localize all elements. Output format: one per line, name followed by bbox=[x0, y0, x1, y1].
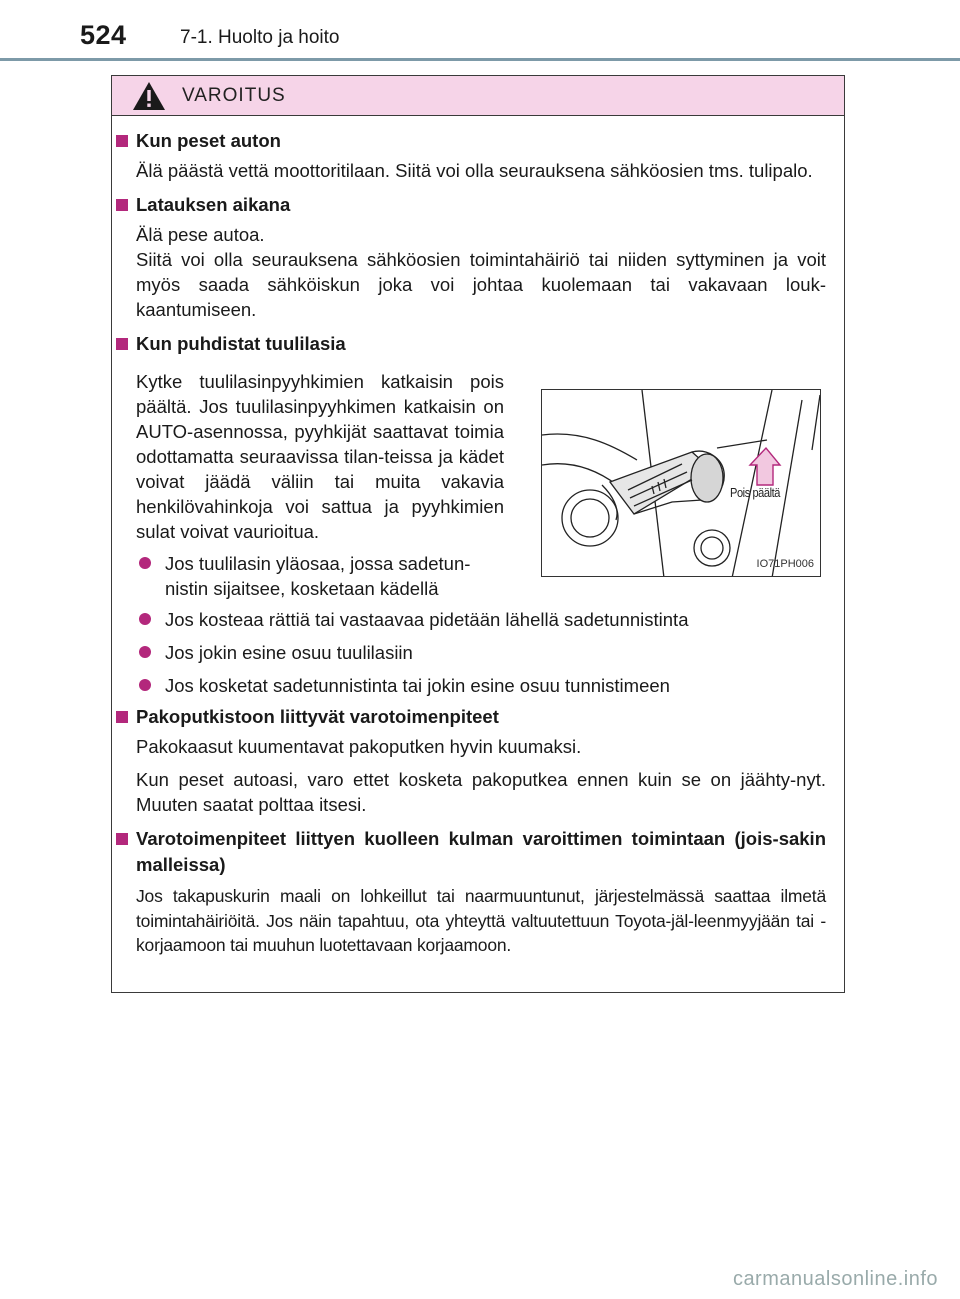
section-heading: Latauksen aikana bbox=[112, 192, 844, 218]
section-heading: Kun peset auton bbox=[112, 128, 844, 154]
warning-triangle-icon bbox=[132, 81, 166, 111]
round-bullet-icon bbox=[139, 679, 151, 691]
round-bullet-icon bbox=[139, 646, 151, 658]
list-item: Jos jokin esine osuu tuulilasiin bbox=[112, 640, 844, 665]
wiper-switch-illustration bbox=[541, 389, 821, 577]
section-washing bbox=[112, 128, 844, 183]
section-text: Älä päästä vettä moottoritilaan. Siitä voi olla seurauksena sähköosien tms. tulipalo. bbox=[136, 160, 813, 181]
figure-code: IO71PH006 bbox=[756, 558, 814, 570]
square-bullet-icon bbox=[116, 711, 128, 723]
section-text: Siitä voi olla seurauksena sähköosien toimintahäiriö tai niiden syttyminen ja voit myös saada sähköiskun joka voi johtaa kuolemaan tai vakavaan louk-kaantumiseen. bbox=[136, 249, 826, 320]
section-text: Kytke tuulilasinpyyhkimien katkaisin pois päältä. Jos tuulilasinpyyhkimen katkaisin on AUTO-asennossa, pyyhkijät saattavat toimia odottamatta seuraavissa tilan-teissa ja kädet voivat jäädä väliin tai muita vakavia henkilövahinkoja voi sattua ja pyyhkimien sulat voivat vaurioitua. bbox=[136, 371, 504, 542]
header-divider bbox=[0, 58, 960, 61]
warning-header bbox=[112, 76, 844, 116]
section-heading: Varotoimenpiteet liittyen kuolleen kulman varoittimen toimintaan (jois-sakin malleissa) bbox=[112, 826, 844, 878]
watermark: carmanualsonline.info bbox=[732, 1268, 938, 1290]
section-text-line: Älä pese autoa. bbox=[136, 224, 265, 245]
round-bullet-icon bbox=[139, 557, 151, 569]
square-bullet-icon bbox=[116, 199, 128, 211]
section-text: Kun peset autoasi, varo ettet kosketa pakoputkea ennen kuin se on jäähty-nyt. Muuten saatat polttaa itsesi. bbox=[136, 769, 826, 815]
section-title: 7-1. Huolto ja hoito bbox=[180, 27, 340, 48]
section-text: Pakokaasut kuumentavat pakoputken hyvin kuumaksi. bbox=[136, 736, 582, 757]
page-number: 524 bbox=[80, 20, 127, 50]
section-heading: Kun puhdistat tuulilasia bbox=[112, 331, 844, 357]
section-heading: Pakoputkistoon liittyvät varotoimenpiteet bbox=[112, 704, 844, 730]
list-item: Jos kosketat sadetunnistinta tai jokin esine osuu tunnistimeen bbox=[112, 673, 844, 698]
section-exhaust bbox=[112, 704, 844, 817]
warning-title: VAROITUS bbox=[182, 84, 286, 106]
square-bullet-icon bbox=[116, 833, 128, 845]
round-bullet-icon bbox=[139, 613, 151, 625]
section-charging bbox=[112, 192, 844, 322]
list-item: Jos tuulilasin yläosaa, jossa sadetun-nistin sijaitsee, kosketaan kädellä bbox=[112, 551, 519, 601]
section-text: Jos takapuskurin maali on lohkeillut tai naarmuuntunut, järjestelmässä saattaa ilmetä toimintahäiriöitä. Jos näin tapahtuu, ota yhteyttä valtuutettuun Toyota-jäl-leenmyyjään tai -korjaamoon tai muuhun luotettavaan korjaamoon. bbox=[136, 886, 826, 955]
wiper-lever-drawing bbox=[542, 390, 821, 577]
section-blind-spot bbox=[112, 826, 844, 958]
figure-label: Pois päältä bbox=[730, 485, 781, 500]
list-item: Jos kosteaa rättiä tai vastaavaa pidetään lähellä sadetunnistinta bbox=[112, 607, 844, 632]
square-bullet-icon bbox=[116, 338, 128, 350]
square-bullet-icon bbox=[116, 135, 128, 147]
